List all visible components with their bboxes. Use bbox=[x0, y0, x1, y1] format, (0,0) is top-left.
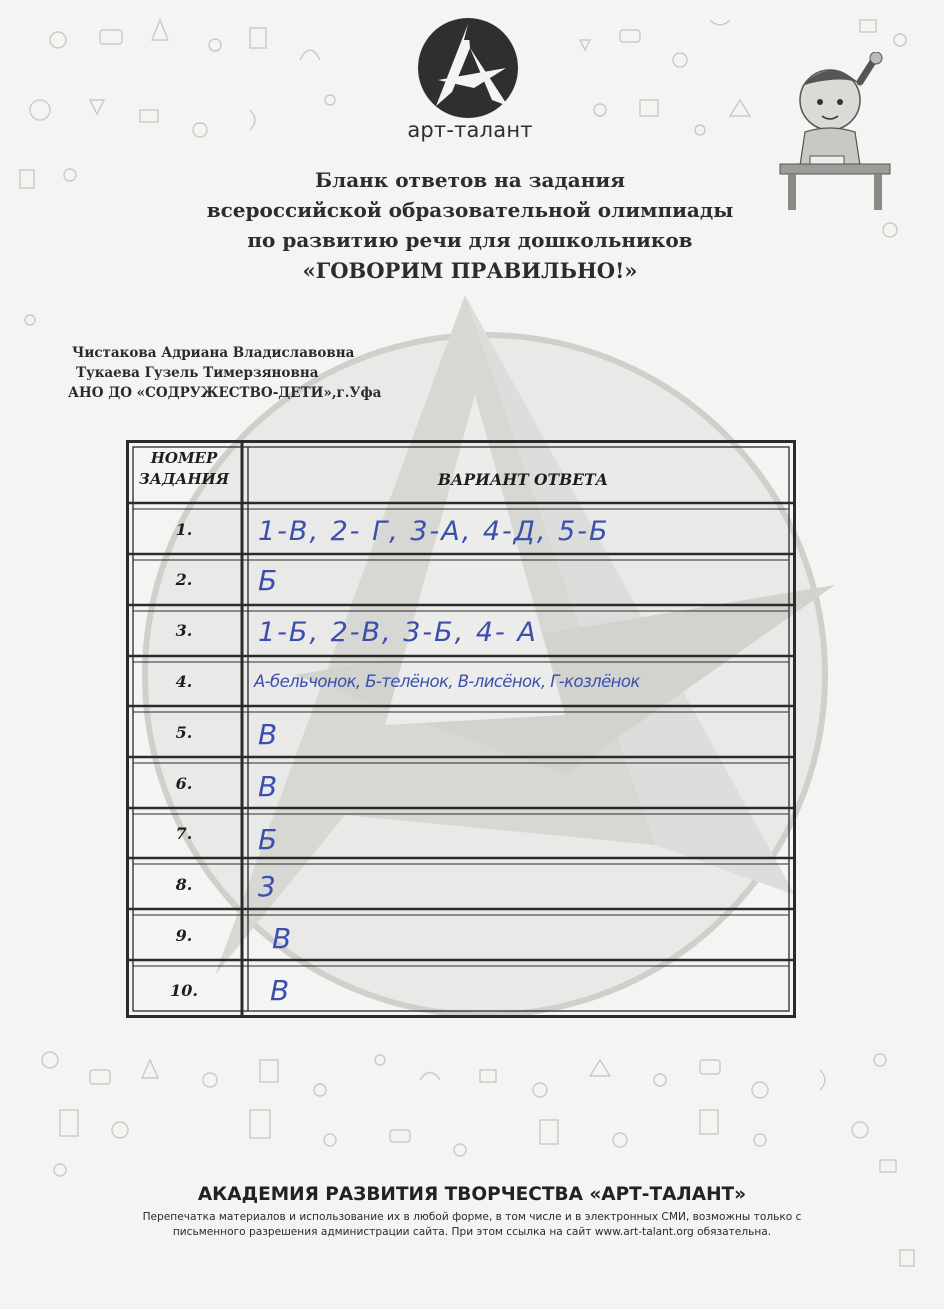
brand-name: арт-талант bbox=[407, 118, 533, 142]
header-task-number-line-1: НОМЕР bbox=[150, 449, 218, 467]
handwritten-answer: 1-В, 2- Г, 3-А, 4-Д, 5-Б bbox=[258, 516, 610, 547]
organization-name: АНО ДО «СОДРУЖЕСТВО-ДЕТИ»,г.Уфа bbox=[68, 385, 382, 401]
handwritten-answer: Б bbox=[258, 564, 278, 597]
header-task-number-line-2: ЗАДАНИЯ bbox=[138, 470, 230, 488]
handwritten-answer: 3 bbox=[258, 870, 276, 903]
answer-table bbox=[126, 440, 796, 1018]
task-number: 5. bbox=[175, 723, 193, 742]
handwritten-answer: В bbox=[258, 718, 278, 751]
sheet-title-line-3: по развитию речи для дошкольников bbox=[247, 228, 693, 252]
task-number: 6. bbox=[175, 774, 193, 793]
header-answer-variant: ВАРИАНТ ОТВЕТА bbox=[437, 470, 609, 489]
task-number: 2. bbox=[175, 570, 193, 589]
task-number: 9. bbox=[175, 926, 193, 945]
task-number: 7. bbox=[175, 824, 193, 843]
footer-notice-line-1: Перепечатка материалов и использование их в любой форме, в том числе и в электронных СМИ, возможны только с bbox=[142, 1211, 802, 1223]
task-number: 4. bbox=[175, 672, 193, 691]
handwritten-answer: В bbox=[270, 974, 290, 1007]
handwritten-answer: В bbox=[258, 770, 278, 803]
handwritten-answer: А-бельчонок, Б-телёнок, В-лисёнок, Г-козлёнок bbox=[254, 672, 640, 691]
task-number: 3. bbox=[175, 621, 193, 640]
sheet-title-line-1: Бланк ответов на задания bbox=[315, 168, 625, 192]
footer-notice-line-2: письменного разрешения администрации сайта. При этом ссылка на сайт www.art-talant.org обязательна. bbox=[172, 1226, 772, 1238]
handwritten-answer: 1-Б, 2-В, 3-Б, 4- А bbox=[258, 617, 538, 648]
olympiad-name: «ГОВОРИМ ПРАВИЛЬНО!» bbox=[302, 258, 638, 283]
task-number: 10. bbox=[170, 981, 198, 1000]
footer-copyright-notice bbox=[80, 1210, 864, 1240]
task-number: 8. bbox=[175, 875, 193, 894]
teacher-name: Тукаева Гузель Тимерзяновна bbox=[76, 365, 319, 381]
sheet-title-line-2: всероссийской образовательной олимпиады bbox=[206, 198, 734, 222]
handwritten-answer: Б bbox=[258, 823, 278, 856]
footer-academy-name: АКАДЕМИЯ РАЗВИТИЯ ТВОРЧЕСТВА «АРТ-ТАЛАНТ» bbox=[197, 1184, 747, 1205]
task-number: 1. bbox=[175, 520, 193, 539]
student-name: Чистакова Адриана Владиславовна bbox=[72, 345, 355, 361]
header-task-number bbox=[126, 448, 242, 490]
art-talant-logo-icon bbox=[408, 10, 528, 130]
handwritten-answer: В bbox=[272, 922, 292, 955]
